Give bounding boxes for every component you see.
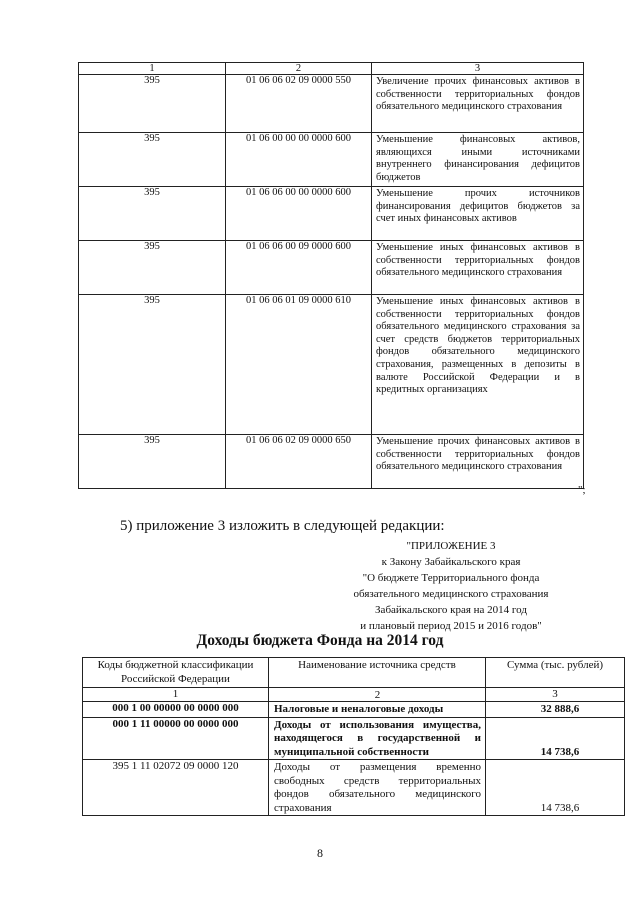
table-row: [79, 187, 584, 241]
column-number-3: 3: [372, 63, 584, 75]
budget-code-cell: 01 06 00 00 00 0000 600: [226, 133, 372, 187]
source-name-cell: Уменьшение прочих источников финансирования дефицитов бюджетов за счет иных финансовых активов: [372, 187, 584, 241]
admin-code-cell: 395: [79, 241, 226, 295]
admin-code-cell: 395: [79, 295, 226, 435]
amendment-text: 5) приложение 3 изложить в следующей редакции:: [120, 518, 445, 534]
table-header-row: [79, 63, 584, 75]
classification-code: 000 1 00 00000 00 0000 000: [83, 702, 269, 718]
revenue-name: Налоговые и неналоговые доходы: [269, 702, 486, 718]
table-header-row: [83, 658, 625, 688]
table-row: [83, 760, 625, 816]
revenue-name: Доходы от размещения временно свободных средств территориальных фондов обязательного медицинского страхования: [269, 760, 486, 816]
column-number-2: 2: [226, 63, 372, 75]
table-row: [83, 702, 625, 718]
source-name-cell: Уменьшение иных финансовых активов в собственности территориальных фондов обязательного медицинского страхования за счет средств бюджетов территориальных фондов обязательного медицинского страхования, размещенных в депозиты в валюте Российской Федерации и в кредитных организациях: [372, 295, 584, 435]
classification-code: 395 1 11 02072 09 0000 120: [83, 760, 269, 816]
appendix-line: Забайкальского края на 2014 год: [375, 604, 527, 616]
source-name-cell: Уменьшение финансовых активов, являющихся иными источниками внутреннего финансирования дефицитов бюджетов: [372, 133, 584, 187]
admin-code-cell: 395: [79, 75, 226, 133]
header-source: Наименование источника средств: [269, 658, 486, 688]
header-amount: Сумма (тыс. рублей): [486, 658, 625, 688]
admin-code-cell: 395: [79, 435, 226, 489]
source-name-cell: Увеличение прочих финансовых активов в собственности территориальных фондов обязательного медицинского страхования: [372, 75, 584, 133]
table-row: [79, 133, 584, 187]
closing-quote-mark: ";: [578, 484, 586, 496]
classification-code: 000 1 11 00000 00 0000 000: [83, 717, 269, 760]
source-name-cell: Уменьшение прочих финансовых активов в собственности территориальных фондов обязательного медицинского страхования: [372, 435, 584, 489]
column-numbers-row: [83, 688, 625, 702]
budget-code-cell: 01 06 06 00 00 0000 600: [226, 187, 372, 241]
table-row: [83, 717, 625, 760]
column-number-1: 1: [83, 688, 269, 702]
revenue-amount: 14 738,6: [486, 717, 625, 760]
table-row: [79, 295, 584, 435]
revenue-amount: 32 888,6: [486, 702, 625, 718]
budget-code-cell: 01 06 06 02 09 0000 550: [226, 75, 372, 133]
appendix-line: "ПРИЛОЖЕНИЕ 3: [406, 540, 496, 552]
sources-table: [78, 62, 584, 489]
admin-code-cell: 395: [79, 187, 226, 241]
budget-code-cell: 01 06 06 01 09 0000 610: [226, 295, 372, 435]
column-number-3: 3: [486, 688, 625, 702]
table-row: [79, 241, 584, 295]
budget-code-cell: 01 06 06 02 09 0000 650: [226, 435, 372, 489]
source-name-cell: Уменьшение иных финансовых активов в собственности территориальных фондов обязательного медицинского страхования: [372, 241, 584, 295]
revenue-amount: 14 738,6: [486, 760, 625, 816]
column-number-1: 1: [79, 63, 226, 75]
appendix-line: "О бюджете Территориального фонда: [362, 572, 540, 584]
header-code: Коды бюджетной классификации Российской Федерации: [83, 658, 269, 688]
page-number: 8: [317, 846, 323, 860]
column-number-2: 2: [269, 688, 486, 702]
page-title: Доходы бюджета Фонда на 2014 год: [196, 632, 444, 649]
admin-code-cell: 395: [79, 133, 226, 187]
budget-code-cell: 01 06 06 00 09 0000 600: [226, 241, 372, 295]
appendix-line: обязательного медицинского страхования: [353, 588, 549, 600]
appendix-line: и плановый период 2015 и 2016 годов": [360, 620, 542, 632]
table-row: [79, 435, 584, 489]
revenue-name: Доходы от использования имущества, находящегося в государственной и муниципальной собственности: [269, 717, 486, 760]
appendix-line: к Закону Забайкальского края: [381, 556, 521, 568]
revenue-table: [82, 657, 625, 816]
appendix-caption: [330, 538, 572, 634]
table-row: [79, 75, 584, 133]
